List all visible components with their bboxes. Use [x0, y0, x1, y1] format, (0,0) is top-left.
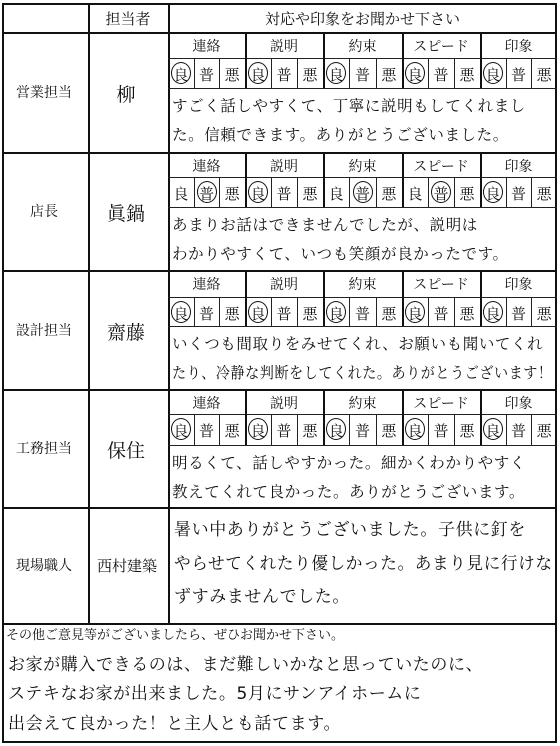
- rule-line: [168, 58, 557, 59]
- category-label: 印象: [504, 277, 533, 293]
- rating-option[interactable]: 悪: [536, 185, 552, 203]
- category-label: 連絡: [192, 277, 221, 293]
- rating-option[interactable]: 悪: [224, 66, 240, 84]
- selected-circle-mark: [197, 181, 217, 203]
- category-label: 印象: [504, 39, 533, 55]
- category-label: 印象: [504, 159, 533, 175]
- selected-circle-mark: [483, 301, 503, 323]
- selected-circle-mark: [483, 62, 503, 84]
- rating-option[interactable]: 良: [328, 66, 344, 84]
- rating-option[interactable]: 悪: [536, 305, 552, 323]
- rating-option[interactable]: 良: [328, 185, 344, 203]
- rule-line: [168, 88, 557, 89]
- category-label: 説明: [270, 39, 298, 55]
- rating-option[interactable]: 良: [485, 66, 501, 84]
- selected-circle-mark: [405, 418, 425, 440]
- selected-circle-mark: [248, 62, 268, 84]
- selected-circle-mark: [248, 301, 268, 323]
- rating-option[interactable]: 普: [354, 422, 370, 440]
- rating-option[interactable]: 悪: [302, 66, 318, 84]
- rating-option[interactable]: 良: [250, 305, 266, 323]
- rule-line: [2, 32, 557, 34]
- rating-option[interactable]: 良: [407, 185, 423, 203]
- rating-option[interactable]: 悪: [536, 422, 552, 440]
- rating-option[interactable]: 普: [433, 66, 449, 84]
- rating-option[interactable]: 普: [354, 66, 370, 84]
- rating-option[interactable]: 良: [173, 66, 189, 84]
- category-label: 約束: [348, 39, 377, 55]
- comment-line: わかりやすくて、いつも笑顔が良かったです。: [172, 245, 509, 263]
- category-label: スピード: [413, 396, 469, 412]
- footer-comment-line-2: ステキなお家が出来ました。5月にサンアイホームに: [8, 684, 422, 704]
- comment-line: いくつも間取りをみせてくれ、お願いも聞いてくれ: [172, 335, 544, 353]
- rating-option[interactable]: 普: [433, 185, 449, 203]
- selected-circle-mark: [248, 181, 268, 203]
- rule-line: [168, 326, 557, 327]
- rating-option[interactable]: 普: [198, 305, 214, 323]
- rule-line: [2, 507, 557, 509]
- rating-option[interactable]: 良: [485, 422, 501, 440]
- rating-option[interactable]: 悪: [302, 305, 318, 323]
- rule-line: [168, 445, 557, 446]
- rating-option[interactable]: 良: [328, 305, 344, 323]
- rating-option[interactable]: 悪: [459, 305, 475, 323]
- selected-circle-mark: [353, 181, 373, 203]
- rating-option[interactable]: 悪: [302, 422, 318, 440]
- comment-line: あまりお話はできませんでしたが、説明は: [172, 216, 478, 234]
- staff-role: 店長: [30, 204, 58, 220]
- rating-option[interactable]: 良: [407, 305, 423, 323]
- category-label: 連絡: [192, 159, 221, 175]
- rating-option[interactable]: 普: [510, 305, 526, 323]
- rating-option[interactable]: 良: [173, 185, 189, 203]
- rating-option[interactable]: 良: [173, 305, 189, 323]
- site-comment-line-3: ずすみませんでした。: [174, 587, 350, 607]
- footer-label: その他ご意見等がございましたら、ぜひお聞かせ下さい。: [6, 628, 345, 643]
- rating-option[interactable]: 普: [276, 305, 292, 323]
- category-label: 説明: [270, 277, 298, 293]
- category-label: スピード: [413, 39, 469, 55]
- rule-line: [2, 270, 557, 272]
- category-label: 約束: [348, 277, 377, 293]
- footer-comment-line-1: お家が購入できるのは、まだ難しいかなと思っていたのに、: [8, 655, 484, 675]
- category-label: 説明: [270, 396, 298, 412]
- rating-option[interactable]: 普: [276, 66, 292, 84]
- rating-option[interactable]: 普: [354, 305, 370, 323]
- rating-option[interactable]: 良: [250, 422, 266, 440]
- selected-circle-mark: [171, 301, 191, 323]
- rating-option[interactable]: 良: [407, 66, 423, 84]
- rating-option[interactable]: 普: [510, 185, 526, 203]
- staff-name: 保住: [106, 440, 145, 462]
- comment-line: 教えてくれて良かった。ありがとうございます。: [172, 483, 525, 501]
- rule-line: [2, 152, 557, 154]
- rating-option[interactable]: 良: [250, 66, 266, 84]
- rating-option[interactable]: 普: [198, 185, 214, 203]
- rating-option[interactable]: 悪: [459, 422, 475, 440]
- rating-option[interactable]: 良: [407, 422, 423, 440]
- staff-role: 設計担当: [16, 322, 72, 339]
- staff-name: 齋藤: [106, 321, 145, 344]
- category-label: 連絡: [192, 396, 221, 412]
- rating-option[interactable]: 普: [354, 185, 370, 203]
- rating-option[interactable]: 悪: [536, 66, 552, 84]
- rating-option[interactable]: 悪: [224, 305, 240, 323]
- rule-line: [168, 414, 557, 415]
- rating-option[interactable]: 悪: [381, 422, 397, 440]
- site-comment-line-2: やらせてくれたり優しかった。あまり見に行けな: [174, 554, 553, 574]
- comment-line: 明るくて、話しやすかった。細かくわかりやすく: [172, 454, 526, 472]
- category-label: 印象: [504, 396, 533, 412]
- rule-line: [168, 207, 557, 208]
- rating-option[interactable]: 悪: [224, 422, 240, 440]
- rule-line: [168, 297, 557, 298]
- rating-option[interactable]: 普: [510, 66, 526, 84]
- rating-option[interactable]: 普: [276, 185, 292, 203]
- comment-line: たり、冷静な判断をしてくれた。ありがとうございます！: [172, 364, 553, 382]
- category-label: スピード: [413, 277, 469, 293]
- selected-circle-mark: [171, 62, 191, 84]
- rating-option[interactable]: 悪: [381, 305, 397, 323]
- rating-option[interactable]: 悪: [381, 66, 397, 84]
- category-label: 連絡: [192, 39, 221, 55]
- category-label: スピード: [413, 159, 469, 175]
- site-role: 現場職人: [16, 558, 72, 574]
- category-label: 説明: [270, 159, 298, 175]
- comment-line: た。信頼できます。ありがとうございました。: [172, 126, 509, 144]
- rating-option[interactable]: 普: [433, 422, 449, 440]
- category-label: 約束: [348, 159, 377, 175]
- selected-circle-mark: [405, 301, 425, 323]
- rating-option[interactable]: 普: [510, 422, 526, 440]
- header-person: 担当者: [105, 10, 151, 28]
- rating-option[interactable]: 悪: [224, 185, 240, 203]
- rating-option[interactable]: 悪: [302, 185, 318, 203]
- selected-circle-mark: [431, 181, 451, 203]
- rating-option[interactable]: 普: [198, 66, 214, 84]
- rule-line: [2, 389, 557, 391]
- selected-circle-mark: [248, 418, 268, 440]
- site-name: 西村建築: [96, 557, 157, 575]
- rating-option[interactable]: 普: [433, 305, 449, 323]
- rule-line: [168, 177, 557, 178]
- selected-circle-mark: [171, 418, 191, 440]
- header-feedback: 対応や印象をお聞かせ下さい: [264, 10, 460, 28]
- footer-comment-line-3: 出会えて良かった！と主人とも話てます。: [8, 714, 342, 734]
- rating-option[interactable]: 良: [485, 305, 501, 323]
- rating-option[interactable]: 普: [276, 422, 292, 440]
- comment-line: すごく話しやすくて、丁寧に説明もしてくれまし: [172, 97, 526, 115]
- staff-role: 工務担当: [16, 441, 72, 457]
- staff-role: 営業担当: [16, 85, 72, 101]
- staff-name: 眞鍋: [106, 203, 145, 225]
- rating-option[interactable]: 悪: [459, 185, 475, 203]
- selected-circle-mark: [483, 418, 503, 440]
- rating-option[interactable]: 良: [250, 185, 266, 203]
- staff-name: 柳: [116, 84, 136, 106]
- rating-option[interactable]: 良: [328, 422, 344, 440]
- category-label: 約束: [348, 396, 377, 412]
- rating-option[interactable]: 悪: [459, 66, 475, 84]
- rating-option[interactable]: 悪: [381, 185, 397, 203]
- rating-option[interactable]: 良: [485, 185, 501, 203]
- rating-option[interactable]: 良: [173, 422, 189, 440]
- selected-circle-mark: [483, 181, 503, 203]
- rating-option[interactable]: 普: [198, 422, 214, 440]
- selected-circle-mark: [405, 62, 425, 84]
- site-comment-line-1: 暑い中ありがとうございました。子供に釘を: [174, 520, 526, 540]
